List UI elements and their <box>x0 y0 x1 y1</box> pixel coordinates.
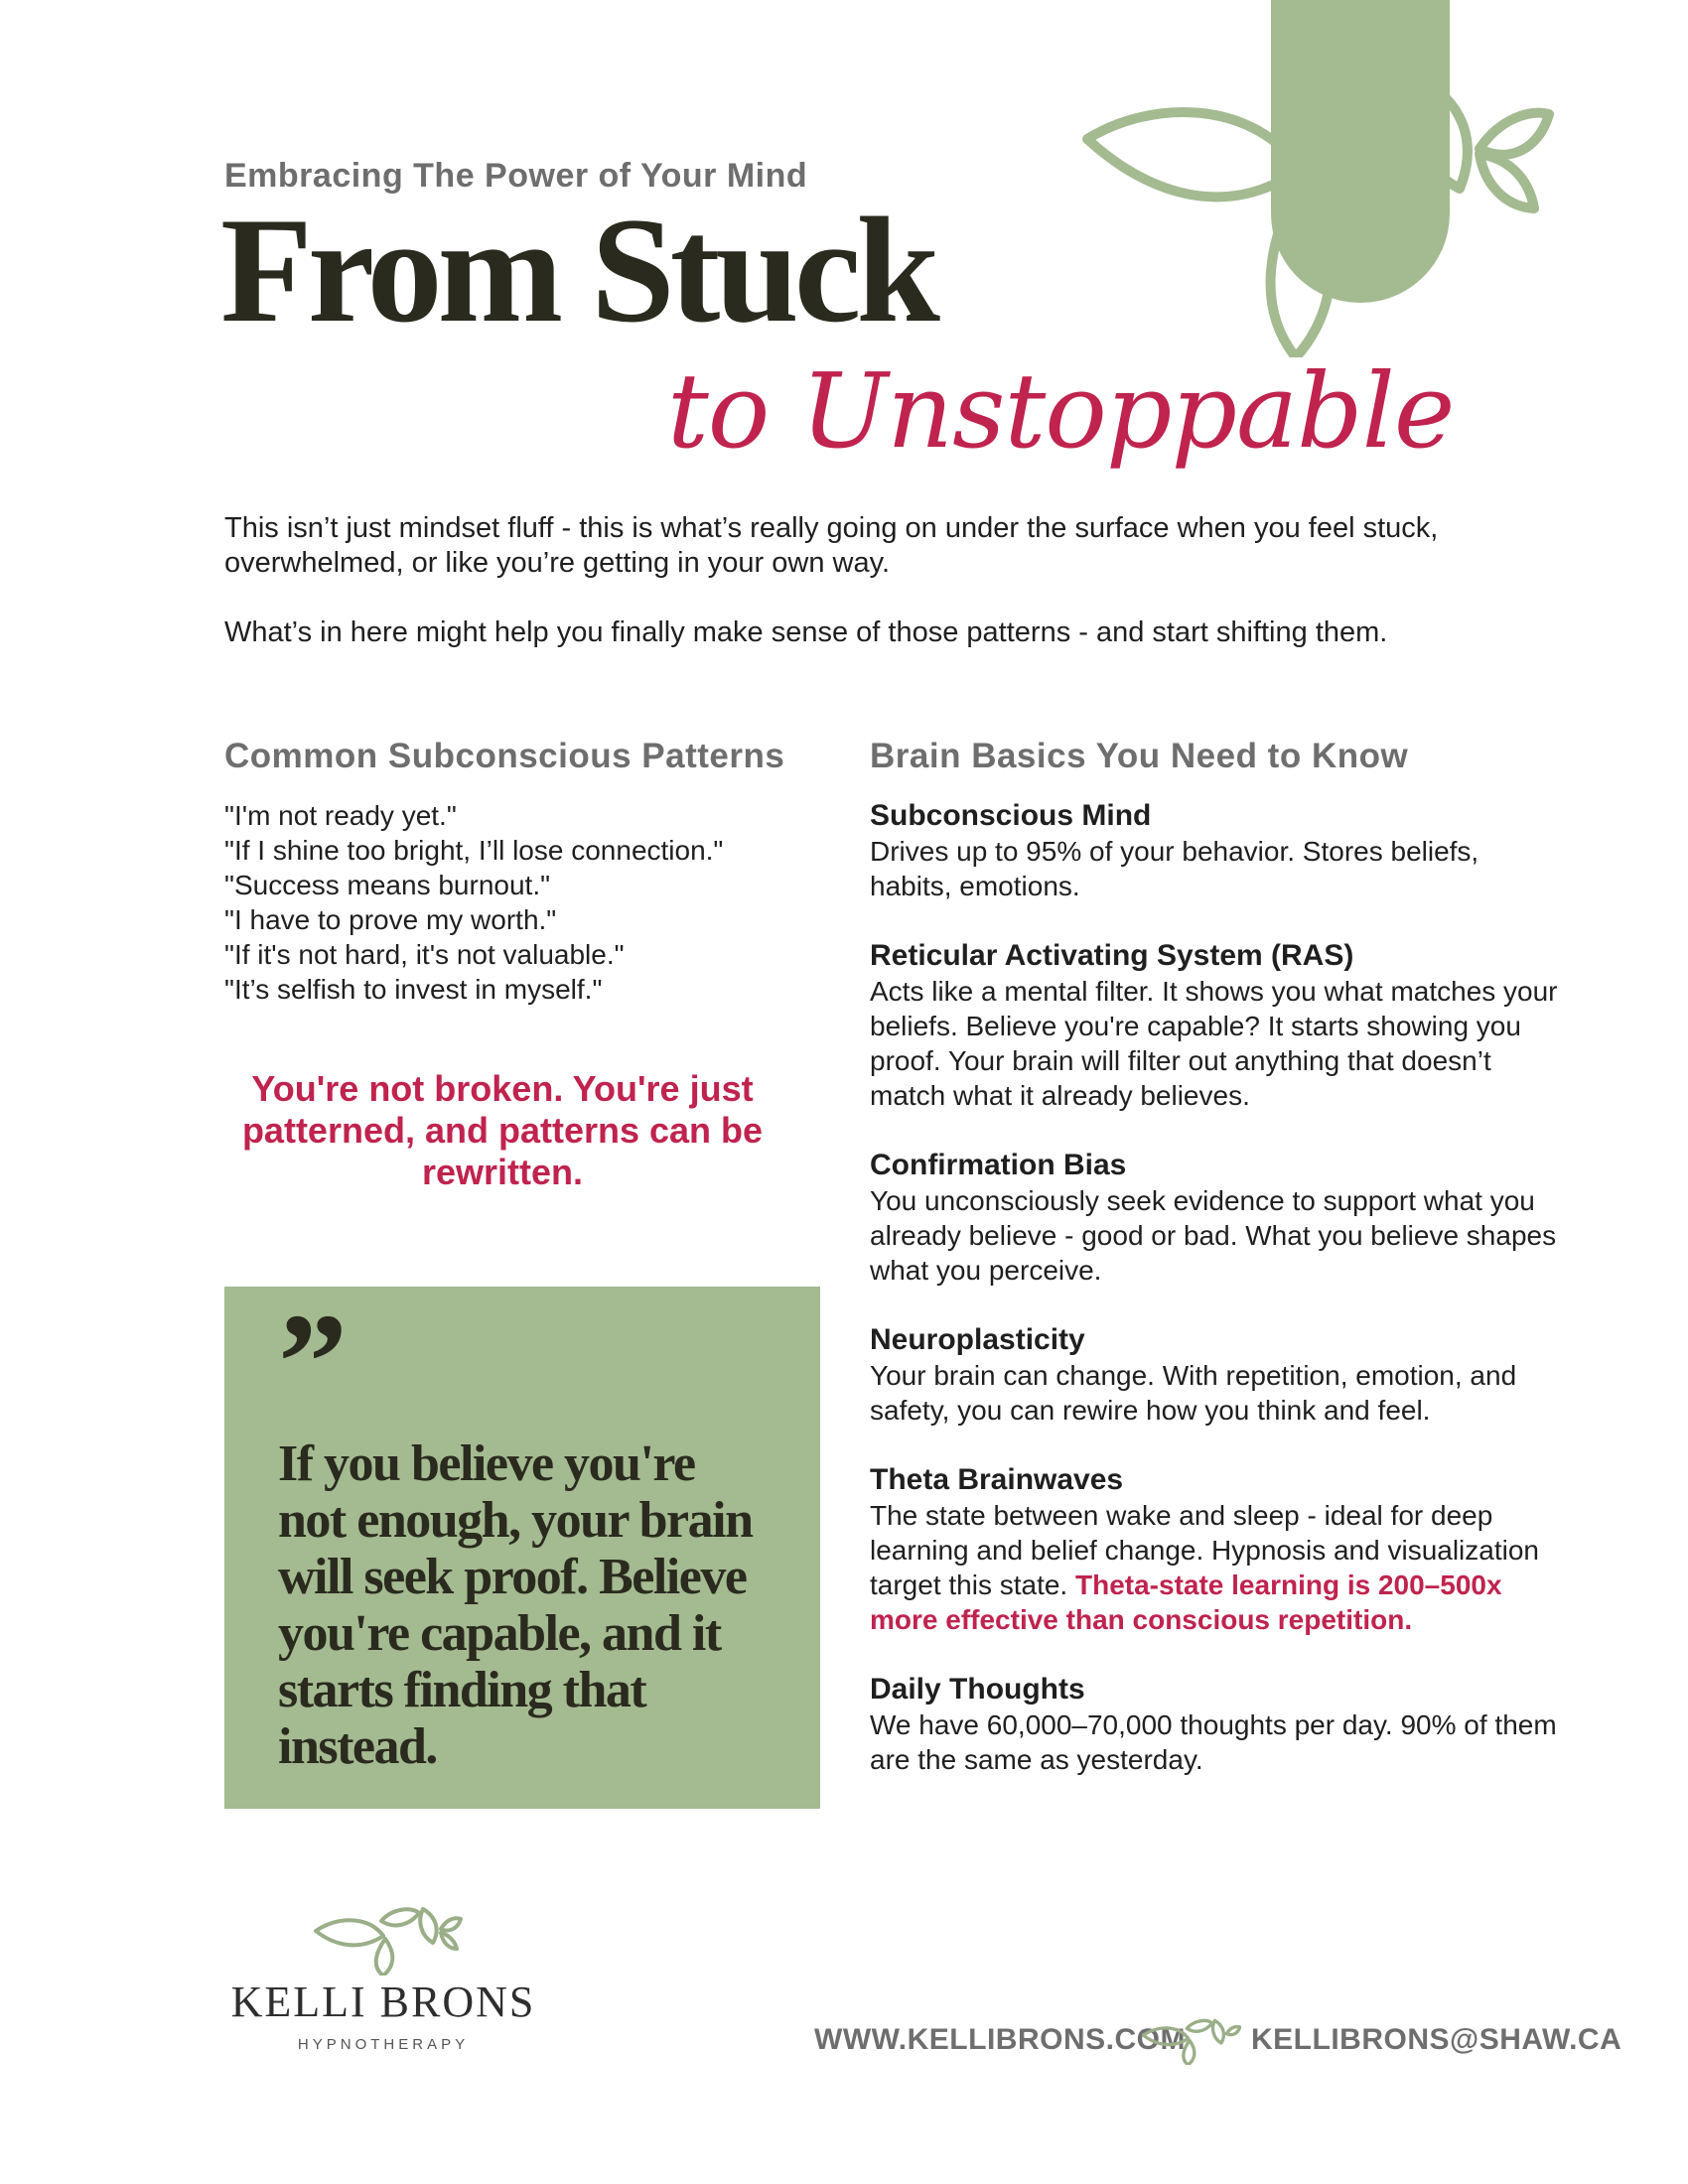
quote-text: If you believe you're not enough, your brain will seek proof. Believe you're capable, and it starts finding that instead. <box>278 1435 753 1775</box>
basics-item-title: Daily Thoughts <box>870 1673 1085 1706</box>
intro-paragraph-2: What’s in here might help you finally make sense of those patterns - and start shifting them. <box>224 616 1388 648</box>
pattern-item: "I'm not ready yet." <box>224 800 457 831</box>
basics-item <box>870 938 1565 1113</box>
basics-item-title: Subconscious Mind <box>870 799 1152 832</box>
quote-mark-icon: ” <box>278 1308 348 1400</box>
intro-paragraph-1: This isn’t just mindset fluff - this is what’s really going on under the surface when you feel stuck, overwhelmed, or like you’re getting in your own way. <box>224 512 1439 579</box>
brand-subtitle: HYPNOTHERAPY <box>297 2036 470 2053</box>
patterns-list <box>224 798 840 1007</box>
leaf-butterfly-icon <box>314 1901 463 1976</box>
brain-basics-column <box>870 737 1565 1812</box>
basics-item-body <box>870 1498 1565 1637</box>
footer <box>814 2023 1622 2073</box>
basics-item-title: Neuroplasticity <box>870 1323 1085 1356</box>
theta-highlight: Theta-state learning is 200–500x more effective than conscious repetition. <box>870 1570 1502 1635</box>
pattern-item: "Success means burnout." <box>224 870 551 900</box>
intro-section <box>224 511 1595 685</box>
basics-item-body: Acts like a mental filter. It shows you what matches your beliefs. Believe you're capable? It starts showing you proof. Your brain will filter out anything that doesn’t match what it already believes. <box>870 976 1558 1111</box>
basics-item-body: Drives up to 95% of your behavior. Stores beliefs, habits, emotions. <box>870 836 1479 901</box>
email-link[interactable]: KELLIBRONS@SHAW.CA <box>1251 2023 1622 2056</box>
page-title: From Stuck <box>220 187 935 353</box>
leaf-butterfly-icon <box>1142 2015 1241 2065</box>
callout-text: You're not broken. You're just patterned, and patterns can be rewritten. <box>241 1068 764 1192</box>
brand-logo <box>224 1901 542 2053</box>
basics-item <box>870 1672 1565 1777</box>
leaf-butterfly-icon <box>1082 60 1559 357</box>
brain-basics-heading: Brain Basics You Need to Know <box>870 737 1409 775</box>
pattern-item: "I have to prove my worth." <box>224 904 557 935</box>
basics-item <box>870 1462 1565 1637</box>
brand-name: KELLI BRONS <box>230 1978 536 2026</box>
basics-item-body: We have 60,000–70,000 thoughts per day. 90% of them are the same as yesterday. <box>870 1709 1557 1775</box>
basics-item <box>870 1148 1565 1288</box>
basics-item-body: You unconsciously seek evidence to support what you already believe - good or bad. What you believe shapes what you perceive. <box>870 1185 1557 1286</box>
pattern-item: "If I shine too bright, I’ll lose connection." <box>224 835 724 866</box>
pattern-item: "It’s selfish to invest in myself." <box>224 974 603 1005</box>
basics-item-body-text: The state between wake and sleep - ideal for deep learning and belief change. Hypnosis and visualization target this state. <box>870 1500 1539 1600</box>
basics-item <box>870 1322 1565 1428</box>
page-title-script: to Unstoppable <box>667 350 1455 472</box>
basics-item-title: Confirmation Bias <box>870 1149 1127 1181</box>
website-link[interactable]: WWW.KELLIBRONS.COM <box>814 2023 1186 2056</box>
basics-item-title: Theta Brainwaves <box>870 1463 1124 1496</box>
patterns-heading: Common Subconscious Patterns <box>224 737 785 775</box>
patterns-column <box>224 737 840 1193</box>
eyebrow-heading: Embracing The Power of Your Mind <box>224 157 808 195</box>
basics-item-title: Reticular Activating System (RAS) <box>870 939 1354 972</box>
basics-item <box>870 798 1565 903</box>
pattern-item: "If it's not hard, it's not valuable." <box>224 939 625 970</box>
quote-box <box>224 1287 820 1809</box>
basics-item-body: Your brain can change. With repetition, emotion, and safety, you can rewire how you think and feel. <box>870 1360 1517 1426</box>
